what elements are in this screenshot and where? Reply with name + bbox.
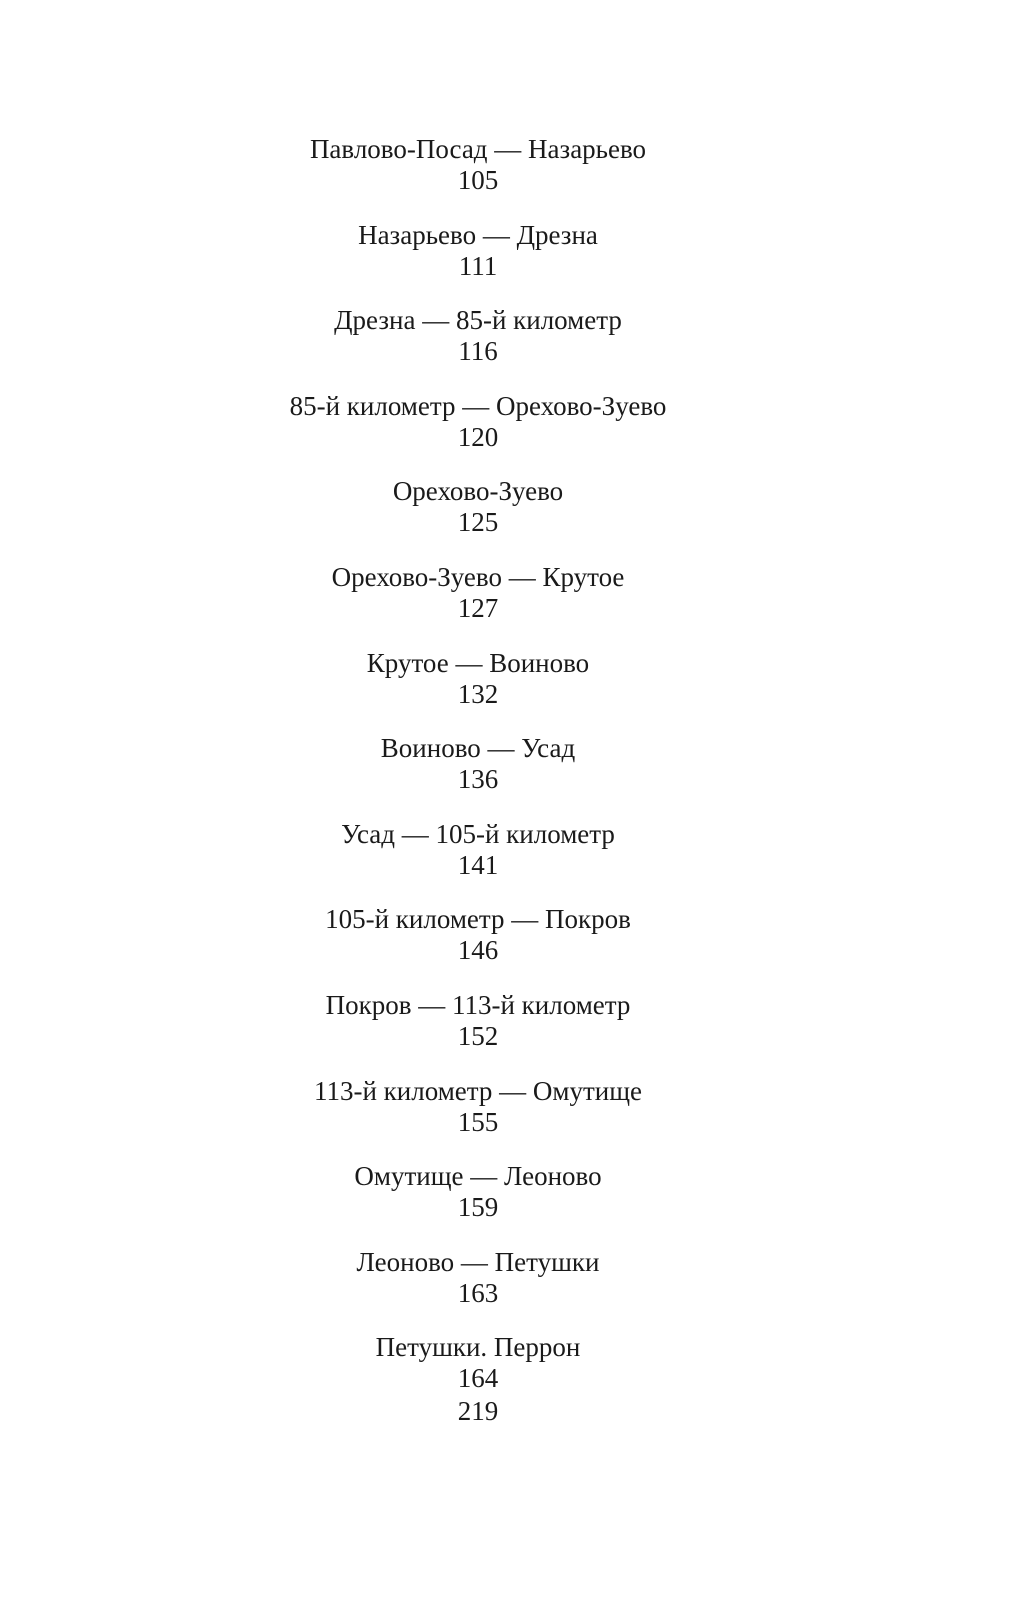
- toc-entry-title: Усад — 105-й километр: [341, 818, 615, 849]
- toc-entry: [0, 562, 956, 648]
- toc-entry-title: Павлово-Посад — Назарьево: [309, 134, 647, 164]
- toc-entry-page: 146: [457, 935, 499, 966]
- toc-entry-title: Петушки. Перрон: [375, 1332, 581, 1363]
- toc-entry-page: 111: [458, 250, 498, 281]
- page-number: 219: [457, 1396, 499, 1426]
- toc-entry-page: 136: [457, 764, 499, 795]
- toc-entry: [0, 1247, 956, 1333]
- toc-entry-page: 141: [457, 849, 499, 880]
- toc-entry-title: Покров — 113-й километр: [325, 989, 631, 1020]
- toc-entry-page: 152: [457, 1020, 499, 1051]
- toc-entry: [0, 134, 956, 220]
- toc-entry: [0, 391, 956, 477]
- toc-entry-page: 132: [457, 678, 499, 709]
- toc-entry: [0, 819, 956, 905]
- toc-entry-page: 164: [457, 1363, 499, 1394]
- toc-entry-page: 125: [457, 507, 499, 538]
- toc-entry-page: 155: [457, 1106, 499, 1137]
- toc-entry-title: Крутое — Воиново: [366, 647, 590, 678]
- toc-entry: [0, 733, 956, 819]
- toc-entry-title: Леоново — Петушки: [356, 1246, 600, 1277]
- toc-entry-title: Воиново — Усад: [380, 733, 576, 764]
- toc-entry-page: 116: [458, 336, 498, 367]
- toc-entry: [0, 305, 956, 391]
- toc-entry-title: Омутище — Леоново: [354, 1161, 602, 1192]
- toc-entry-title: 85-й километр — Орехово-Зуево: [289, 390, 667, 421]
- toc-entry: [0, 990, 956, 1076]
- toc-entry: [0, 1161, 956, 1247]
- toc-entry-page: 127: [457, 592, 499, 623]
- toc-entry-page: 120: [457, 421, 499, 452]
- toc-entry-title: 113-й километр — Омутище: [313, 1075, 643, 1106]
- toc-entry-title: Дрезна — 85-й километр: [334, 305, 622, 336]
- toc-entry: [0, 904, 956, 990]
- toc-entry-page: 159: [457, 1192, 499, 1223]
- toc-entry-title: Орехово-Зуево — Крутое: [331, 561, 625, 592]
- toc-entry: [0, 648, 956, 734]
- table-of-contents: [0, 134, 956, 1418]
- toc-entry: [0, 220, 956, 306]
- toc-entry-title: Назарьево — Дрезна: [358, 219, 598, 250]
- toc-entry: [0, 476, 956, 562]
- toc-entry-title: Орехово-Зуево: [392, 476, 564, 507]
- toc-entry-title: 105-й километр — Покров: [325, 904, 631, 935]
- toc-entry-page: 105: [457, 165, 499, 195]
- toc-entry-page: 163: [457, 1277, 499, 1308]
- toc-entry: [0, 1076, 956, 1162]
